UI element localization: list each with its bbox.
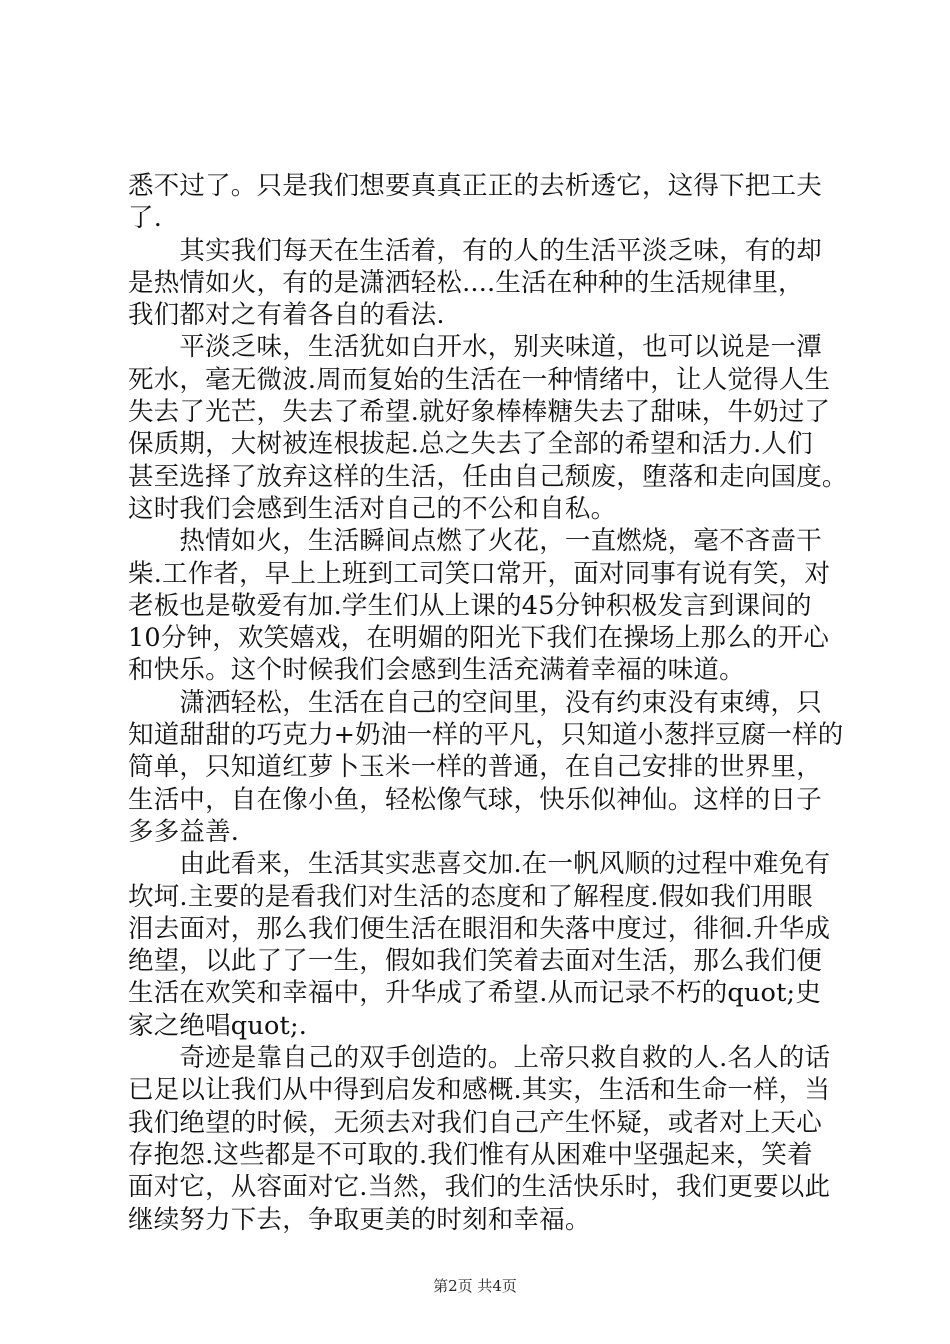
text-line: 这时我们会感到生活对自己的不公和自私。 [128,493,617,524]
text-line: 坎坷.主要的是看我们对生活的态度和了解程度.假如我们用眼 [128,881,813,912]
text-line: 生活在欢笑和幸福中，升华成了希望.从而记录不朽的quot;史 [128,978,822,1009]
text-line: 甚至选择了放弃这样的生活，任由自己颓废，堕落和走向国度。 [128,461,848,492]
text-line: 知道甜甜的巧克力+奶油一样的平凡，只知道小葱拌豆腐一样的 [128,720,844,751]
text-line: 潇洒轻松，生活在自己的空间里，没有约束没有束缚，只 [128,687,822,718]
text-line: 继续努力下去，争取更美的时刻和幸福。 [128,1204,591,1235]
text-line: 我们绝望的时候，无须去对我们自己产生怀疑，或者对上天心 [128,1107,822,1138]
text-line: 泪去面对，那么我们便生活在眼泪和失落中度过，徘徊.升华成 [128,913,831,944]
text-line: 面对它，从容面对它.当然，我们的生活快乐时，我们更要以此 [128,1172,831,1203]
text-line: 奇迹是靠自己的双手创造的。上帝只救自救的人.名人的话 [128,1043,831,1074]
text-line: 家之绝唱quot;. [128,1010,308,1041]
text-line: 10分钟，欢笑嬉戏，在明媚的阳光下我们在操场上那么的开心 [128,623,830,654]
text-line: 热情如火，生活瞬间点燃了火花，一直燃烧，毫不吝啬干 [128,526,822,557]
text-line: 老板也是敬爱有加.学生们从上课的45分钟积极发言到课间的 [128,590,812,621]
text-line: 简单，只知道红萝卜玉米一样的普通，在自己安排的世界里， [128,752,822,783]
text-line: 由此看来，生活其实悲喜交加.在一帆风顺的过程中难免有 [128,849,831,880]
text-line: 平淡乏味，生活犹如白开水，别夹味道，也可以说是一潭 [128,332,822,363]
text-line: 绝望，以此了了一生，假如我们笑着去面对生活，那么我们便 [128,946,822,977]
document-body [128,170,848,1236]
text-line: 失去了光芒，失去了希望.就好象棒棒糖失去了甜味，牛奶过了 [128,397,831,428]
text-line: 和快乐。这个时候我们会感到生活充满着幸福的味道。 [128,655,745,686]
text-line: 是热情如火，有的是潇洒轻松....生活在种种的生活规律里， [128,267,804,298]
text-line: 悉不过了。只是我们想要真真正正的去析透它，这得下把工夫 [128,171,822,201]
page-number-footer: 第2页 共4页 [433,1277,517,1295]
text-line: 柴.工作者，早上上班到工司笑口常开，面对同事有说有笑，对 [128,558,831,589]
text-line: 存抱怨.这些都是不可取的.我们惟有从困难中坚强起来，笑着 [128,1139,813,1170]
text-line: 我们都对之有着各自的看法. [128,300,445,331]
text-line: 已足以让我们从中得到启发和感概.其实，生活和生命一样，当 [128,1075,831,1106]
text-line: 保质期，大树被连根拔起.总之失去了全部的希望和活力.人们 [128,429,813,460]
text-line: 生活中，自在像小鱼，轻松像气球，快乐似神仙。这样的日子 [128,784,822,815]
text-line: 了. [128,203,163,234]
text-line: 多多益善. [128,816,240,847]
text-line: 死水，毫无微波.周而复始的生活在一种情绪中，让人觉得人生 [128,364,831,395]
text-line: 其实我们每天在生活着，有的人的生活平淡乏味，有的却 [128,235,822,266]
